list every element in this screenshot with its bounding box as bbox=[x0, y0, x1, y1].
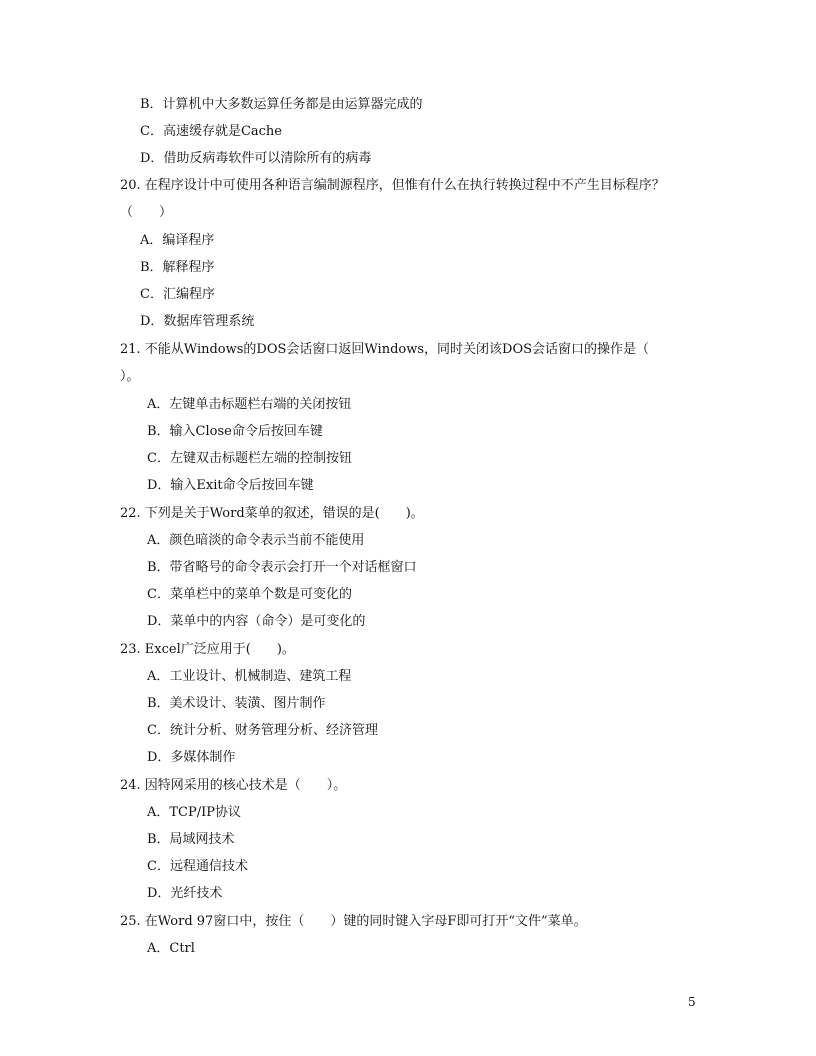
question-line: 20. 在程序设计中可使用各种语言编制源程序，但惟有什么在执行转换过程中不产生目标程序？ bbox=[120, 178, 665, 193]
option-line: D．菜单中的内容（命令）是可变化的 bbox=[147, 614, 366, 629]
option-line: D．多媒体制作 bbox=[147, 750, 236, 765]
question-line: 23. Excel广泛应用于( )。 bbox=[120, 642, 295, 657]
option-line: B．局域网技术 bbox=[147, 832, 235, 847]
option-line: C．左键双击标题栏左端的控制按钮 bbox=[147, 451, 352, 466]
option-line: B．解释程序 bbox=[140, 260, 215, 275]
page-number: 5 bbox=[688, 995, 696, 1009]
question-continuation: （ ） bbox=[120, 205, 173, 220]
question-continuation: ）。 bbox=[120, 369, 140, 384]
option-line: A．编译程序 bbox=[140, 233, 215, 248]
option-line: D．光纤技术 bbox=[147, 886, 223, 901]
option-line: C．统计分析、财务管理分析、经济管理 bbox=[147, 723, 378, 738]
option-line: A．Ctrl bbox=[147, 941, 195, 956]
question-line: 24. 因特网采用的核心技术是（ ）。 bbox=[120, 778, 347, 793]
option-line: C．高速缓存就是Cache bbox=[140, 124, 282, 139]
question-line: 21. 不能从Windows的DOS会话窗口返回Windows，同时关闭该DOS会话窗口的操作是（ bbox=[120, 342, 650, 357]
option-line: B．美术设计、装潢、图片制作 bbox=[147, 696, 326, 711]
option-line: C．汇编程序 bbox=[140, 287, 215, 302]
option-line: C．菜单栏中的菜单个数是可变化的 bbox=[147, 587, 352, 602]
option-line: D．借助反病毒软件可以清除所有的病毒 bbox=[140, 151, 372, 166]
option-line: D．数据库管理系统 bbox=[140, 314, 255, 329]
option-line: A．工业设计、机械制造、建筑工程 bbox=[147, 669, 352, 684]
option-line: A．左键单击标题栏右端的关闭按钮 bbox=[147, 397, 352, 412]
option-line: A．颜色暗淡的命令表示当前不能使用 bbox=[147, 533, 365, 548]
option-line: B．带省略号的命令表示会打开一个对话框窗口 bbox=[147, 560, 417, 575]
option-line: D．输入Exit命令后按回车键 bbox=[147, 478, 314, 493]
question-line: 22. 下列是关于Word菜单的叙述，错误的是( )。 bbox=[120, 506, 424, 521]
option-line: A．TCP/IP协议 bbox=[147, 805, 242, 820]
question-line: 25. 在Word 97窗口中，按住（ ）键的同时键入字母F即可打开“文件”菜单。 bbox=[120, 914, 587, 929]
option-line: B．计算机中大多数运算任务都是由运算器完成的 bbox=[140, 97, 423, 112]
option-line: B．输入Close命令后按回车键 bbox=[147, 424, 323, 439]
option-line: C．远程通信技术 bbox=[147, 859, 248, 874]
